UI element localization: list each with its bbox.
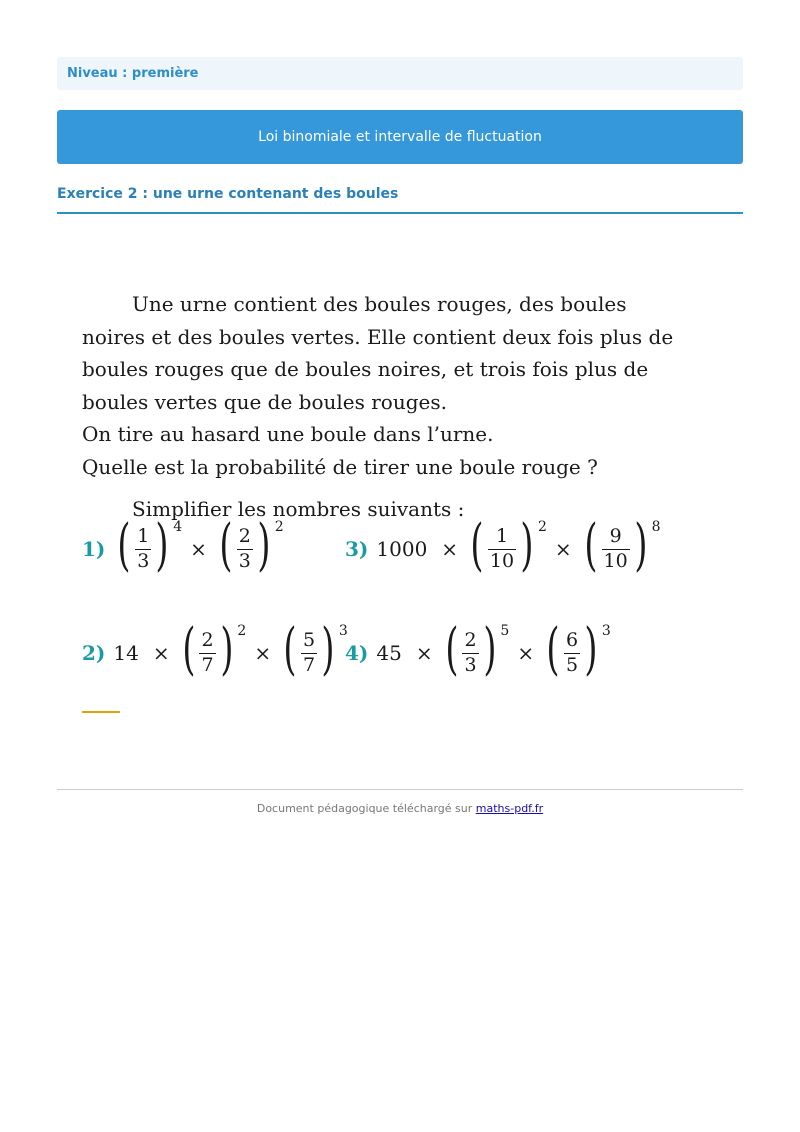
times-sign: × xyxy=(554,537,572,561)
times-sign: × xyxy=(415,641,433,665)
decorative-underline xyxy=(82,711,120,713)
footer-link[interactable]: maths-pdf.fr xyxy=(475,802,544,815)
fraction: $\frac{1}{3}$ xyxy=(137,524,150,572)
simplify-prompt: Simplifier les nombres suivants : xyxy=(132,497,465,521)
coefficient: 14 xyxy=(113,641,139,665)
times-sign: × xyxy=(152,641,170,665)
item-number: 3) xyxy=(345,537,369,561)
page-title: Loi binomiale et intervalle de fluctuation xyxy=(57,110,743,164)
exercise-question: Quelle est la probabilité de tirer une boule rouge ? xyxy=(82,454,598,479)
level-label: Niveau : première xyxy=(57,57,743,90)
item-number: 2) xyxy=(82,641,106,665)
footer xyxy=(57,802,743,815)
exponent: 2 xyxy=(274,519,284,535)
exponent: 2 xyxy=(537,519,547,535)
item-number: 4) xyxy=(345,641,369,665)
fraction: $\frac{2}{3}$ xyxy=(238,524,251,572)
exercise-text xyxy=(82,288,682,526)
exercise-paragraph: On tire au hasard une boule dans l’urne. xyxy=(82,422,494,446)
footer-divider xyxy=(57,789,743,790)
times-sign: × xyxy=(517,641,535,665)
expression-2: 2) 14 × ( $\frac{2}{7}$ ) $^2$ × ( $\frac{5}{7}$ ) $^3$ xyxy=(82,617,348,682)
exercise-heading: Exercice 2 : une urne contenant des boules xyxy=(57,186,743,214)
expression-3: 3) 1000 × ( $\frac{1}{10}$ ) $^2$ × ( $\frac{9}{10}$ ) $^8$ xyxy=(345,513,661,578)
expression-4: 4) 45 × ( $\frac{2}{3}$ ) $^5$ × ( $\frac{6}{5}$ ) $^3$ xyxy=(345,617,611,682)
exponent: 3 xyxy=(338,623,348,639)
expression-1: 1) ( $\frac{1}{3}$ ) $^4$ × ( $\frac{2}{3}$ ) $^2$ xyxy=(82,513,284,578)
coefficient: 1000 xyxy=(376,537,428,561)
exponent: 5 xyxy=(500,623,510,639)
fraction: $\frac{6}{5}$ xyxy=(565,628,579,676)
times-sign: × xyxy=(254,641,272,665)
times-sign: × xyxy=(441,537,459,561)
item-number: 1) xyxy=(82,537,106,561)
coefficient: 45 xyxy=(376,641,402,665)
fraction: $\frac{9}{10}$ xyxy=(603,524,628,572)
fraction: $\frac{2}{7}$ xyxy=(201,628,214,676)
fraction: $\frac{5}{7}$ xyxy=(302,628,316,676)
times-sign: × xyxy=(190,537,207,561)
footer-text: Document pédagogique téléchargé sur xyxy=(256,802,473,815)
exponent: 3 xyxy=(601,623,611,639)
exercise-paragraph: Une urne contient des boules rouges, des boules noires et des boules vertes. Elle contient deux fois plus de boules rouges que de boules noires, et trois fois plus de boules vertes que de boules rouges. xyxy=(82,292,674,414)
exponent: 4 xyxy=(173,519,183,535)
exponent: 2 xyxy=(237,623,247,639)
fraction: $\frac{1}{10}$ xyxy=(489,524,515,572)
fraction: $\frac{2}{3}$ xyxy=(464,628,477,676)
exponent: 8 xyxy=(651,519,661,535)
